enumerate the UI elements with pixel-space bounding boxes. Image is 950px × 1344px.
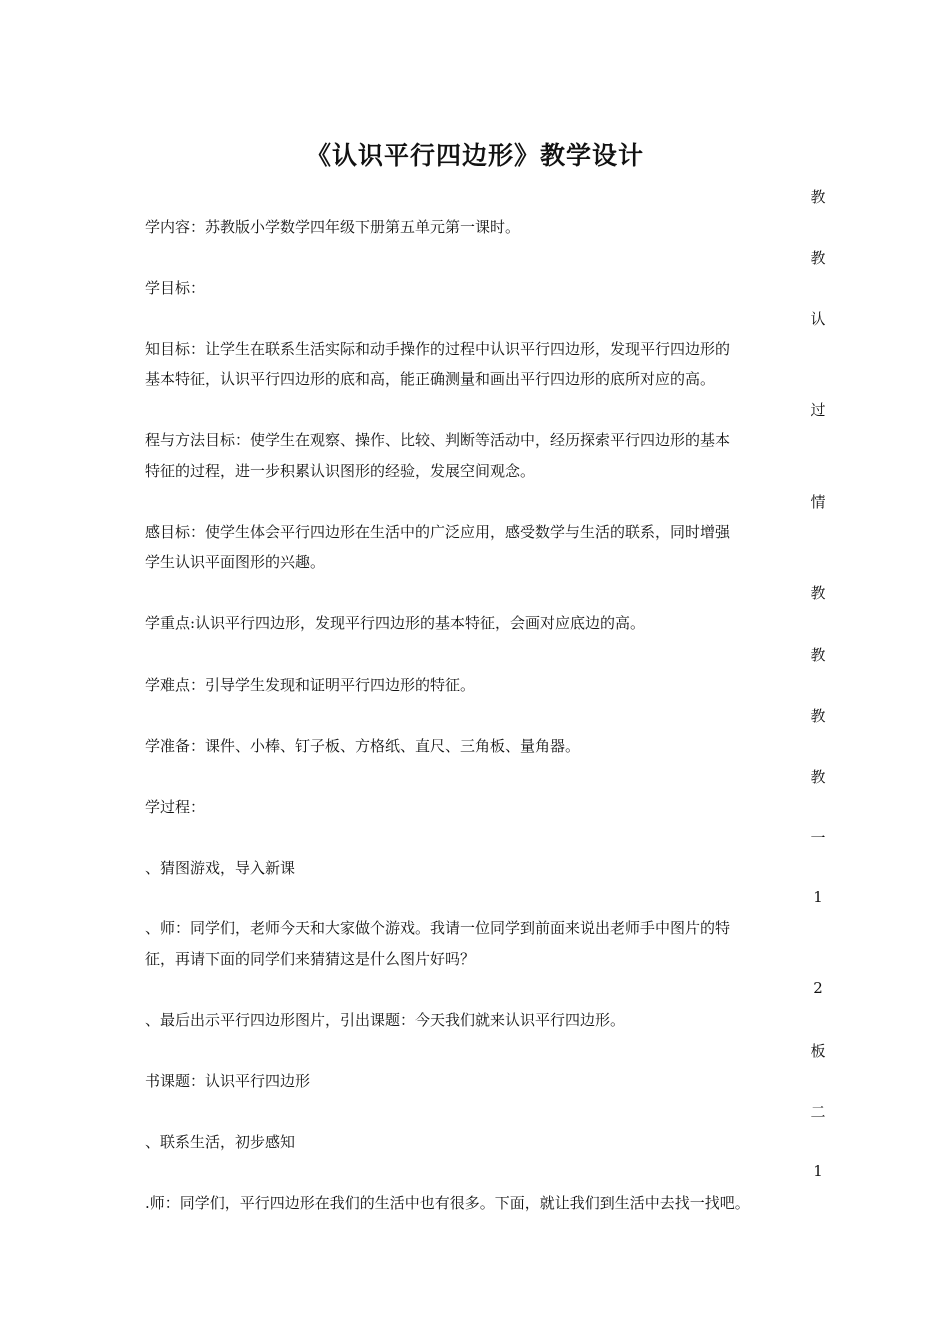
paragraph-head: 二: [810, 1103, 826, 1121]
paragraph-line: 学内容：苏教版小学数学四年级下册第五单元第一课时。: [145, 218, 521, 236]
document-title: 《认识平行四边形》教学设计: [305, 141, 644, 170]
paragraph-line: 、师：同学们，老师今天和大家做个游戏。我请一位同学到前面来说出老师手中图片的特: [145, 919, 731, 937]
paragraph-head: 1: [813, 1162, 823, 1180]
paragraph-head: 教: [810, 768, 826, 786]
paragraph-line: 征，再请下面的同学们来猜猜这是什么图片好吗？: [145, 950, 476, 968]
paragraph-head: 2: [813, 979, 823, 997]
paragraph-head: 教: [810, 707, 826, 725]
paragraph-head: 1: [813, 888, 823, 906]
paragraph-line: 学准备：课件、小棒、钉子板、方格纸、直尺、三角板、量角器。: [145, 737, 581, 755]
paragraph-head: 教: [810, 646, 826, 664]
paragraph-line: 、猜图游戏，导入新课: [145, 859, 296, 877]
paragraph-line: 基本特征，认识平行四边形的底和高，能正确测量和画出平行四边形的底所对应的高。: [145, 370, 716, 388]
paragraph-line: 知目标：让学生在联系生活实际和动手操作的过程中认识平行四边形，发现平行四边形的: [145, 340, 731, 358]
paragraph-line: 、最后出示平行四边形图片，引出课题：今天我们就来认识平行四边形。: [145, 1011, 626, 1029]
paragraph-line: 学过程：: [145, 798, 206, 816]
paragraph-line: 程与方法目标：使学生在观察、操作、比较、判断等活动中，经历探索平行四边形的基本: [145, 431, 731, 449]
paragraph-line: 特征的过程，进一步积累认识图形的经验，发展空间观念。: [145, 462, 536, 480]
paragraph-head: 认: [810, 310, 826, 328]
paragraph-head: 情: [810, 493, 826, 511]
paragraph-line: 学难点：引导学生发现和证明平行四边形的特征。: [145, 676, 476, 694]
paragraph-head: 教: [810, 249, 826, 267]
paragraph-line: 、联系生活，初步感知: [145, 1133, 296, 1151]
paragraph-line: 学生认识平面图形的兴趣。: [145, 553, 326, 571]
paragraph-head: 过: [810, 401, 826, 419]
paragraph-line: .师：同学们，平行四边形在我们的生活中也有很多。下面，就让我们到生活中去找一找吧。: [145, 1194, 750, 1212]
paragraph-head: 教: [810, 188, 826, 206]
paragraph-head: 板: [810, 1042, 826, 1060]
paragraph-line: 学目标：: [145, 279, 206, 297]
paragraph-head: 一: [810, 829, 826, 847]
paragraph-line: 书课题：认识平行四边形: [145, 1072, 311, 1090]
paragraph-line: 学重点:认识平行四边形，发现平行四边形的基本特征，会画对应底边的高。: [145, 614, 646, 632]
paragraph-line: 感目标：使学生体会平行四边形在生活中的广泛应用，感受数学与生活的联系，同时增强: [145, 523, 731, 541]
paragraph-head: 教: [810, 584, 826, 602]
